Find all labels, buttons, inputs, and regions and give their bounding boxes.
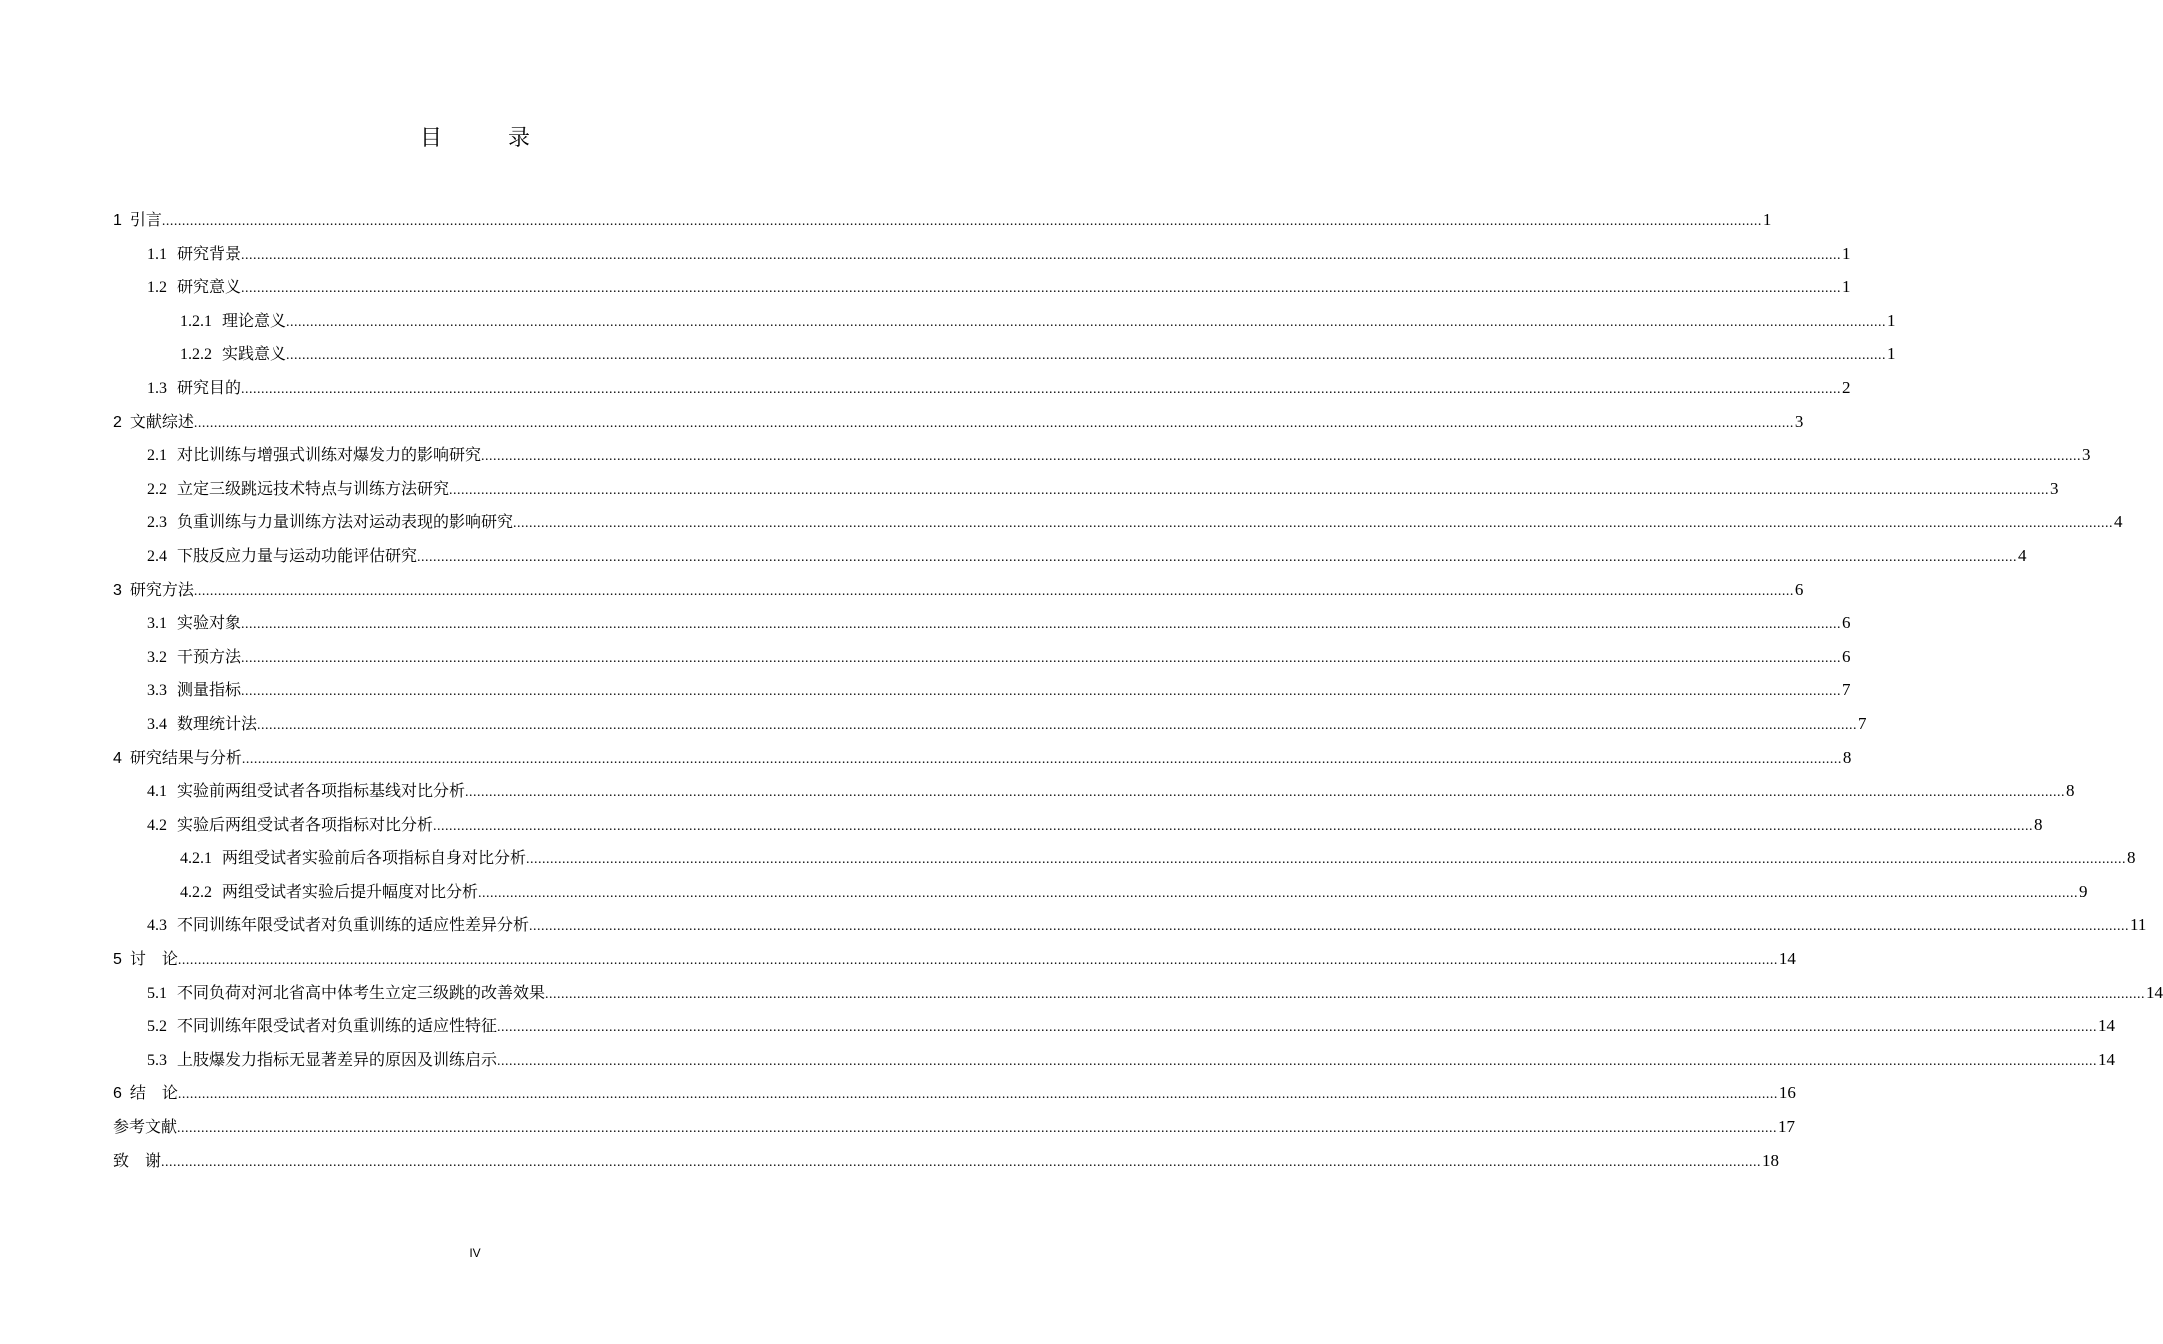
toc-entry-number: 4.2: [147, 816, 167, 834]
toc-entry-number: 2: [113, 413, 122, 431]
dot-leader: ................................................................................................................................................................................................................................................................................................................................................................................................................: [177, 1121, 1778, 1137]
dot-leader: ................................................................................................................................................................................................................................................................................................................................................................................................................: [545, 986, 2146, 1002]
toc-entry-number: 2.4: [147, 547, 167, 565]
toc-entry-number: 1: [113, 212, 122, 229]
dot-leader: ................................................................................................................................................................................................................................................................................................................................................................................................................: [286, 314, 1887, 330]
toc-entry-number: 1.1: [147, 245, 167, 263]
toc-entry-page: 7: [1842, 680, 1851, 700]
toc-entry-number: 1.2.1: [180, 312, 212, 330]
dot-leader: ................................................................................................................................................................................................................................................................................................................................................................................................................: [526, 852, 2127, 868]
dot-leader: ................................................................................................................................................................................................................................................................................................................................................................................................................: [177, 1087, 1778, 1103]
toc-entry[interactable]: [113, 841, 2136, 875]
toc-entry-page: 3: [1794, 411, 1804, 431]
toc-entry-number: 1.2.2: [180, 346, 212, 364]
toc-entry-page: 4: [2114, 512, 2123, 532]
dot-leader: ................................................................................................................................................................................................................................................................................................................................................................................................................: [241, 751, 1842, 767]
toc-entry-number: 4: [113, 749, 122, 767]
toc-entry-title: 实验后两组受试者各项指标对比分析: [177, 814, 434, 834]
toc-entry-number: 5.3: [147, 1051, 167, 1069]
toc-entry-page: 1: [1887, 310, 1896, 330]
toc-entry[interactable]: [113, 1043, 2116, 1077]
dot-leader: ................................................................................................................................................................................................................................................................................................................................................................................................................: [241, 281, 1842, 297]
toc-entry-title: 研究意义: [177, 277, 242, 297]
toc-entry[interactable]: [113, 976, 2163, 1010]
toc-entry-page: 14: [2098, 1049, 2116, 1069]
toc-entry-title: 致 谢: [113, 1150, 162, 1170]
toc-entry-page: 11: [2130, 915, 2147, 935]
toc-entry-number: 2.1: [147, 447, 167, 465]
dot-leader: ................................................................................................................................................................................................................................................................................................................................................................................................................: [513, 516, 2114, 532]
toc-entry-page: 8: [1842, 747, 1852, 767]
toc-entry-page: 6: [1842, 613, 1851, 633]
toc-entry-title: 研究方法: [129, 579, 194, 599]
toc-entry-number: 3: [113, 581, 122, 599]
toc-entry-page: 17: [1778, 1117, 1796, 1137]
toc-entry-title: 测量指标: [177, 680, 242, 700]
toc-entry-page: 4: [2018, 545, 2027, 565]
dot-leader: ................................................................................................................................................................................................................................................................................................................................................................................................................: [241, 684, 1842, 700]
toc-entry-title: 讨 论: [129, 949, 178, 969]
toc-entry-page: 2: [1842, 377, 1851, 397]
toc-entry-title: 研究背景: [177, 243, 242, 263]
dot-leader: ................................................................................................................................................................................................................................................................................................................................................................................................................: [193, 583, 1794, 599]
toc-entry-page: 1: [1842, 243, 1851, 263]
toc-entry-title: 实验前两组受试者各项指标基线对比分析: [177, 781, 466, 801]
dot-leader: ................................................................................................................................................................................................................................................................................................................................................................................................................: [177, 953, 1778, 969]
toc-entry[interactable]: [113, 606, 1851, 640]
dot-leader: ................................................................................................................................................................................................................................................................................................................................................................................................................: [241, 650, 1842, 666]
toc-title: 目 录: [419, 126, 552, 151]
toc-entry-title: 上肢爆发力指标无显著差异的原因及训练启示: [177, 1049, 498, 1069]
toc-entry-number: 4.2.2: [180, 883, 212, 901]
toc-entry-page: 14: [2098, 1016, 2116, 1036]
toc-entry[interactable]: [113, 640, 1851, 674]
toc-entry[interactable]: [113, 237, 1851, 271]
toc-entry[interactable]: [113, 337, 1896, 371]
dot-leader: ................................................................................................................................................................................................................................................................................................................................................................................................................: [529, 919, 2130, 935]
toc-entry[interactable]: [113, 808, 2043, 842]
toc-entry-page: 1: [1842, 277, 1851, 297]
toc-entry[interactable]: [113, 707, 1867, 741]
toc-entry-title: 研究结果与分析: [129, 747, 242, 767]
toc-entry-title: 结 论: [129, 1083, 178, 1103]
dot-leader: ................................................................................................................................................................................................................................................................................................................................................................................................................: [417, 549, 2018, 565]
table-of-contents: [113, 203, 2163, 1177]
toc-entry[interactable]: [113, 1076, 1796, 1110]
toc-entry-page: 6: [1842, 646, 1851, 666]
toc-entry[interactable]: [113, 371, 1851, 405]
toc-entry-page: 16: [1778, 1083, 1796, 1103]
toc-entry-page: 9: [2079, 881, 2088, 901]
toc-entry-page: 8: [2066, 781, 2075, 801]
toc-entry-page: 3: [2082, 445, 2091, 465]
toc-entry-page: 1: [1887, 344, 1896, 364]
toc-entry-title: 对比训练与增强式训练对爆发力的影响研究: [177, 445, 482, 465]
toc-entry-title: 不同训练年限受试者对负重训练的适应性差异分析: [177, 915, 530, 935]
toc-entry-number: 2.3: [147, 514, 167, 532]
dot-leader: ................................................................................................................................................................................................................................................................................................................................................................................................................: [497, 1053, 2098, 1069]
toc-entry[interactable]: [113, 405, 1804, 439]
toc-entry[interactable]: [113, 875, 2088, 909]
dot-leader: ................................................................................................................................................................................................................................................................................................................................................................................................................: [161, 1154, 1762, 1170]
toc-entry[interactable]: [113, 741, 1852, 775]
toc-entry-title: 干预方法: [177, 646, 242, 666]
toc-entry[interactable]: [113, 908, 2147, 942]
toc-entry-number: 3.1: [147, 615, 167, 633]
toc-entry[interactable]: [113, 203, 1772, 237]
dot-leader: ................................................................................................................................................................................................................................................................................................................................................................................................................: [241, 617, 1842, 633]
toc-entry-page: 14: [1778, 949, 1796, 969]
toc-entry[interactable]: [113, 438, 2091, 472]
toc-entry[interactable]: [113, 270, 1851, 304]
toc-entry-number: 4.2.1: [180, 850, 212, 868]
toc-entry-page: 14: [2146, 982, 2163, 1002]
dot-leader: ................................................................................................................................................................................................................................................................................................................................................................................................................: [193, 415, 1794, 431]
toc-entry-number: 5: [113, 951, 122, 969]
toc-entry-page: 8: [2034, 814, 2043, 834]
toc-entry-number: 2.2: [147, 480, 167, 498]
toc-entry-number: 3.3: [147, 682, 167, 700]
toc-entry-title: 立定三级跳远技术特点与训练方法研究: [177, 478, 450, 498]
toc-entry-page: 6: [1794, 579, 1804, 599]
dot-leader: ................................................................................................................................................................................................................................................................................................................................................................................................................: [433, 818, 2034, 834]
toc-entry[interactable]: [113, 673, 1851, 707]
toc-entry-number: 5.2: [147, 1018, 167, 1036]
toc-entry[interactable]: [113, 1009, 2116, 1043]
toc-entry-page: 18: [1762, 1150, 1780, 1170]
page-number-footer: IV: [469, 1246, 481, 1260]
toc-entry-number: 3.2: [147, 648, 167, 666]
toc-entry[interactable]: [113, 1144, 1780, 1178]
toc-entry-number: 1.3: [147, 379, 167, 397]
toc-entry-number: 4.1: [147, 783, 167, 801]
toc-entry-title: 数理统计法: [177, 713, 258, 733]
dot-leader: ................................................................................................................................................................................................................................................................................................................................................................................................................: [449, 482, 2050, 498]
dot-leader: ................................................................................................................................................................................................................................................................................................................................................................................................................: [161, 214, 1762, 229]
dot-leader: ................................................................................................................................................................................................................................................................................................................................................................................................................: [481, 449, 2082, 465]
toc-entry-number: 4.3: [147, 917, 167, 935]
toc-entry[interactable]: [113, 505, 2123, 539]
toc-entry-number: 3.4: [147, 715, 167, 733]
toc-entry-page: 3: [2050, 478, 2059, 498]
toc-entry[interactable]: [113, 1110, 1796, 1144]
toc-entry-title: 负重训练与力量训练方法对运动表现的影响研究: [177, 512, 514, 532]
toc-entry[interactable]: [113, 774, 2075, 808]
toc-entry[interactable]: [113, 539, 2027, 573]
dot-leader: ................................................................................................................................................................................................................................................................................................................................................................................................................: [478, 885, 2079, 901]
dot-leader: ................................................................................................................................................................................................................................................................................................................................................................................................................: [465, 785, 2066, 801]
toc-entry-page: 8: [2127, 848, 2136, 868]
toc-entry-page: 7: [1858, 713, 1867, 733]
toc-entry-number: 1.2: [147, 279, 167, 297]
toc-entry-title: 引言: [129, 210, 162, 229]
toc-entry-title: 理论意义: [222, 310, 287, 330]
toc-entry-title: 下肢反应力量与运动功能评估研究: [177, 545, 418, 565]
toc-entry[interactable]: [113, 942, 1796, 976]
toc-entry[interactable]: [113, 304, 1896, 338]
toc-entry-title: 研究目的: [177, 377, 242, 397]
toc-entry-title: 不同负荷对河北省高中体考生立定三级跳的改善效果: [177, 982, 546, 1002]
toc-entry-title: 不同训练年限受试者对负重训练的适应性特征: [177, 1016, 498, 1036]
toc-entry-title: 实验对象: [177, 613, 242, 633]
toc-entry-title: 实践意义: [222, 344, 287, 364]
toc-entry-title: 两组受试者实验前后各项指标自身对比分析: [222, 848, 527, 868]
toc-entry[interactable]: [113, 472, 2059, 506]
dot-leader: ................................................................................................................................................................................................................................................................................................................................................................................................................: [241, 247, 1842, 263]
toc-entry-page: 1: [1762, 210, 1772, 229]
dot-leader: ................................................................................................................................................................................................................................................................................................................................................................................................................: [497, 1020, 2098, 1036]
toc-entry-number: 6: [113, 1085, 122, 1103]
dot-leader: ................................................................................................................................................................................................................................................................................................................................................................................................................: [257, 717, 1858, 733]
toc-entry[interactable]: [113, 573, 1804, 607]
toc-entry-number: 5.1: [147, 984, 167, 1002]
toc-entry-title: 两组受试者实验后提升幅度对比分析: [222, 881, 479, 901]
toc-entry-title: 文献综述: [129, 411, 194, 431]
toc-entry-title: 参考文献: [113, 1117, 178, 1137]
dot-leader: ................................................................................................................................................................................................................................................................................................................................................................................................................: [286, 348, 1887, 364]
dot-leader: ................................................................................................................................................................................................................................................................................................................................................................................................................: [241, 381, 1842, 397]
